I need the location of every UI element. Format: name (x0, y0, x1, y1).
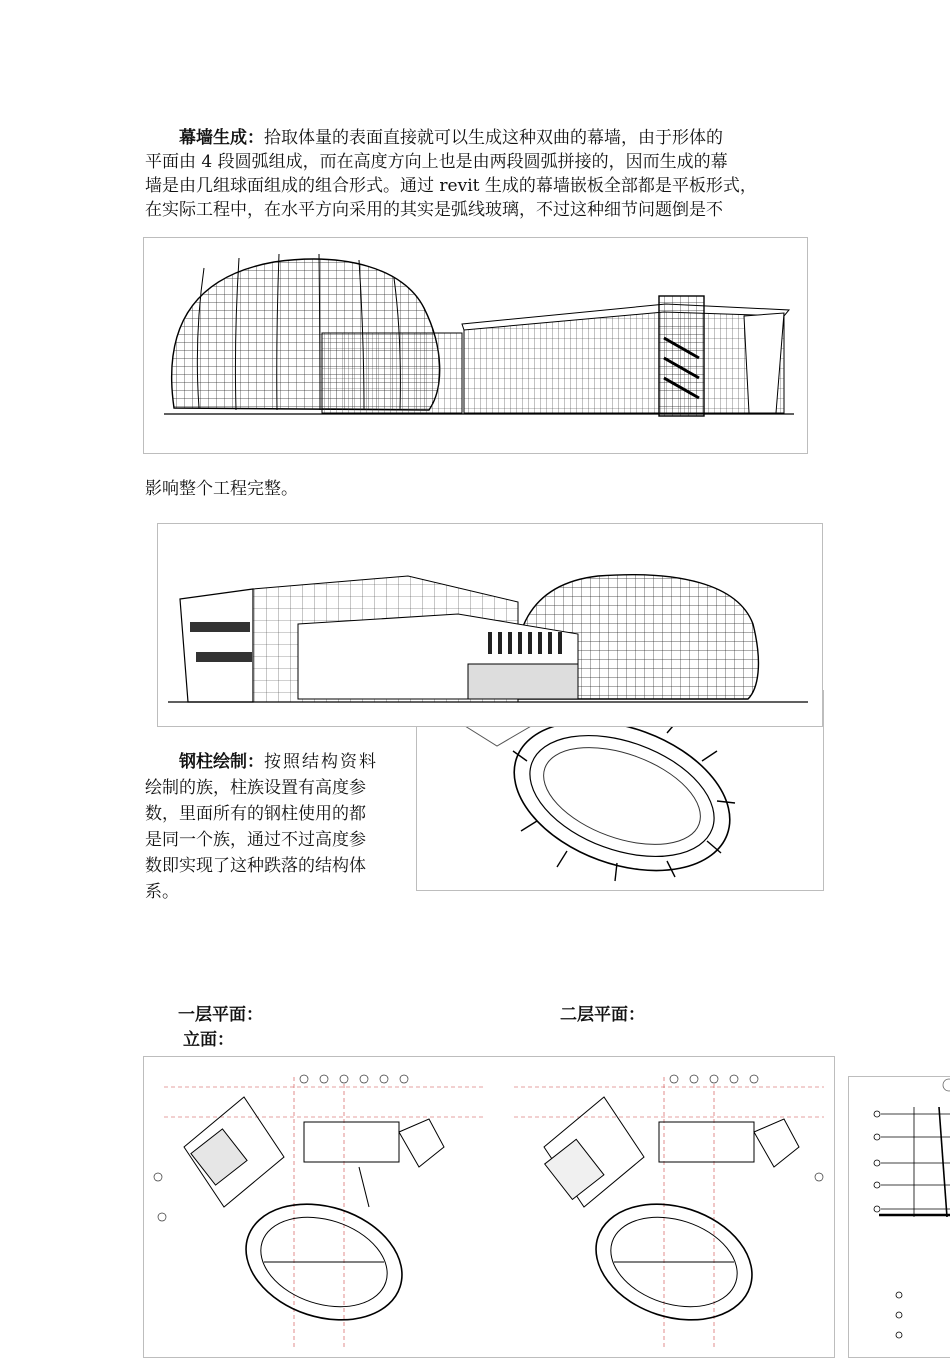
elevation-label: 立面： (183, 1030, 234, 1050)
steel-columns-line-2: 绘制的族，柱族设置有高度参 (145, 778, 366, 798)
steel-columns-paragraph (145, 749, 410, 905)
curtain-wall-render-front (143, 237, 808, 454)
curtain-wall-heading: 幕墙生成： (179, 128, 264, 148)
curtain-wall-continuation: 影响整个工程完整。 (145, 479, 298, 499)
floor-plan-drawings (143, 1056, 835, 1358)
curtain-wall-line-2: 平面由 4 段圆弧组成，而在高度方向上也是由两段圆弧拼接的，因而生成的幕 (145, 152, 728, 172)
first-floor-label: 一层平面： (178, 1005, 263, 1025)
second-floor-label: 二层平面： (560, 1005, 645, 1025)
steel-columns-line-4: 是同一个族，通过不过高度参 (145, 830, 366, 850)
elevation-drawing (848, 1076, 950, 1358)
steel-columns-line-3: 数，里面所有的钢柱使用的都 (145, 804, 366, 824)
steel-columns-line-6: 系。 (145, 882, 179, 902)
curtain-wall-line-3: 墙是由几组球面组成的组合形式。通过 revit 生成的幕墙嵌板全部都是平板形式， (145, 176, 757, 196)
curtain-wall-render-back (157, 523, 823, 727)
steel-columns-line-1: 钢柱绘制：按照结构资料 (179, 752, 378, 772)
steel-columns-heading: 钢柱绘制： (179, 752, 264, 772)
curtain-wall-line-1: 幕墙生成：拾取体量的表面直接就可以生成这种双曲的幕墙，由于形体的 (179, 128, 723, 148)
steel-columns-line-5: 数即实现了这种跌落的结构体 (145, 856, 366, 876)
curtain-wall-line-4: 在实际工程中，在水平方向采用的其实是弧线玻璃，不过这种细节问题倒是不 (145, 200, 723, 220)
curtain-wall-paragraph (145, 126, 825, 222)
